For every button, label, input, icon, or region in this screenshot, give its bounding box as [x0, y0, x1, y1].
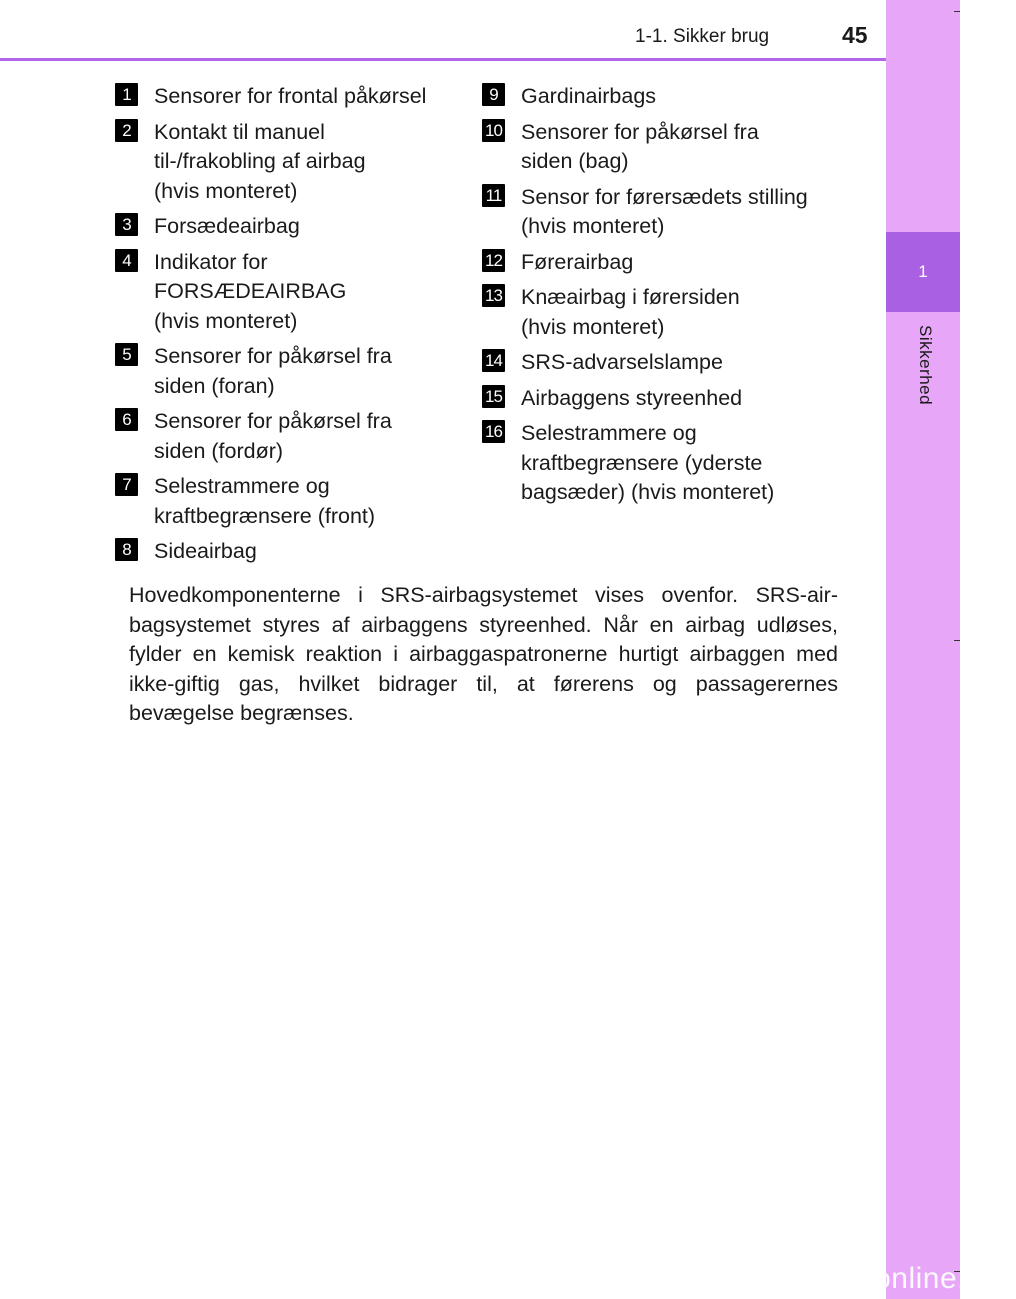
list-item — [482, 419, 862, 508]
chapter-number-tab[interactable] — [886, 232, 960, 312]
item-number-badge: 14 — [482, 349, 505, 372]
chapter-sidebar — [886, 0, 960, 1299]
item-number-badge: 13 — [482, 284, 505, 307]
item-label: Kontakt til manuel til-/frakobling af airbag (hvis monteret) — [154, 119, 366, 203]
item-number-badge: 15 — [482, 385, 505, 408]
item-label: Gardinairbags — [521, 84, 657, 108]
item-label: Sensorer for frontal påkørsel — [154, 84, 427, 108]
legend-list-left — [115, 82, 475, 573]
page-number: 45 — [842, 22, 868, 48]
item-number-badge: 1 — [115, 83, 138, 106]
item-label: SRS-advarselslampe — [521, 350, 723, 374]
crop-mark — [954, 640, 960, 641]
item-number-badge: 11 — [482, 184, 505, 207]
item-label: Sensorer for påkørsel fra siden (foran) — [154, 344, 392, 398]
list-item — [115, 212, 475, 242]
list-item — [115, 342, 475, 401]
item-number-badge: 5 — [115, 343, 138, 366]
item-number-badge: 3 — [115, 213, 138, 236]
item-label: Airbaggens styreenhed — [521, 385, 743, 410]
chapter-title: Sikkerhed — [916, 325, 935, 406]
list-item — [115, 537, 475, 567]
item-label: Forsædeairbag — [154, 214, 300, 238]
item-label: Sideairbag — [154, 539, 257, 563]
item-label: Indikator for FORSÆDEAIRBAG (hvis monteret) — [154, 249, 347, 333]
list-item — [115, 248, 475, 337]
item-number-badge: 8 — [115, 538, 138, 561]
list-item — [482, 82, 862, 112]
section-title: 1-1. Sikker brug — [635, 26, 770, 47]
list-item — [482, 348, 862, 378]
item-number-badge: 16 — [482, 420, 505, 443]
crop-mark — [954, 11, 960, 12]
list-item — [115, 118, 475, 207]
item-number-badge: 2 — [115, 119, 138, 142]
item-number-badge: 4 — [115, 249, 138, 272]
item-number-badge: 9 — [482, 83, 505, 106]
item-label: Knæairbag i førersiden (hvis monteret) — [521, 285, 740, 339]
list-item — [115, 407, 475, 466]
item-label: Selestrammere og kraftbegrænsere (front) — [154, 474, 376, 528]
item-label: Førerairbag — [521, 249, 634, 274]
list-item — [115, 472, 475, 531]
item-number-badge: 12 — [482, 249, 505, 272]
body-paragraph: Hovedkomponenterne i SRS-airbagsystemet vises ovenfor. SRS-air-bagsystemet styres af airbaggens styreenhed. Når en airbag udløses, fylder en kemisk reaktion i airbaggaspatronerne hurtigt airbaggen med ikke-giftig gas, hvilket bidrager til, at førerens og passagerernes bevægelse begrænses. — [129, 583, 838, 726]
list-item — [482, 183, 862, 242]
item-label: Sensorer for påkørsel fra siden (fordør) — [154, 409, 392, 463]
chapter-number: 1 — [918, 262, 928, 281]
list-item — [482, 384, 862, 414]
item-number-badge: 7 — [115, 473, 138, 496]
list-item — [482, 283, 862, 342]
item-label: Sensorer for påkørsel fra siden (bag) — [521, 119, 759, 173]
list-item — [115, 82, 475, 112]
item-number-badge: 6 — [115, 408, 138, 431]
item-number-badge: 10 — [482, 119, 505, 142]
legend-list-right — [482, 82, 862, 514]
list-item — [482, 248, 862, 278]
watermark: carmanualsonline.info — [714, 1262, 1016, 1295]
header-rule — [0, 58, 886, 61]
list-item — [482, 118, 862, 177]
item-label: Sensor for førersædets stilling (hvis monteret) — [521, 184, 808, 238]
item-label: Selestrammere og kraftbegrænsere (yderste bagsæder) (hvis monteret) — [521, 421, 775, 504]
